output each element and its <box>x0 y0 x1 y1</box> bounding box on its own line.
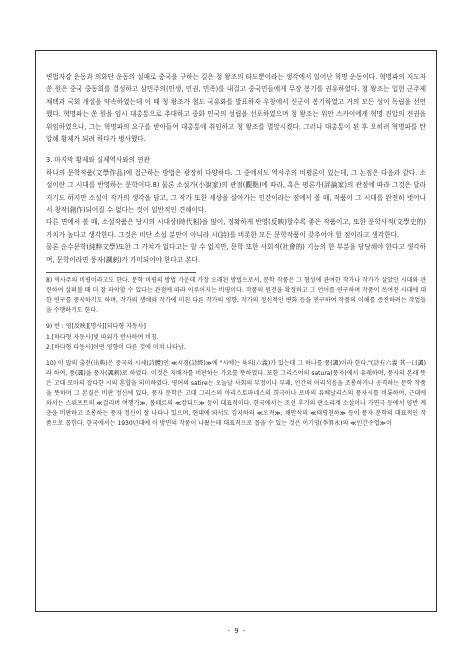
section-heading: 3. 마지막 황제와 실제역사와의 연관 <box>46 156 150 165</box>
body-paragraph-1: 변법자강 운동과 의화단 운동의 실패로 중국을 구하는 길은 청 왕조의 타도뿐이라는 생각에서 일어난 혁명 운동이다. 혁명파의 지도자 쑨 원은 중국 중동회를 결성하고 삼민주의(민생, 민권, 민족)를 내걸고 중국민들에게 무장 봉기를 권유하였다. 청 왕조는 입헌 군주제 채택과 국회 개설을 약속하였는데 이 때 청 왕조가 철도 국유화를 발표하자 우창에서 신군이 봉기하였고 거의 모든 성이 독립을 선언했다. 혁명파는 쑨 원을 임시 대총통으로 추대하고 중화 민국의 성립을 선포하였으며 청 왕조는 위안 스카이에게 혁명 진압의 전권을 위임하였으나, 그는 혁명파의 요구를 받아들여 대총통에 취임하고 청 왕조를 멸망시켰다. 그러나 대총통이 된 후 오히려 혁명파를 탄압해 황제가 되려 하다가 병사했다. <box>46 73 426 144</box>
page-number: - 9 - <box>227 627 247 635</box>
body-paragraph-2: 하나의 문학작품(文學作品)에 접근하는 방법은 광장히 다양하다. 그 중에서도 역사주의 비평론이 있는데, 그 논점은 다음과 같다. 소설이란 그 시대를 반영하는 문학이다.8) 물론 소설가(小說家)의 관점(觀點)에 따라, 혹은 평론가(評論家)의 관점에 따라 그것은 달라지기도 하지만 소설이 작가의 생각을 담고, 그 작가 또한 세상을 살아가는 인간이라는 점에서 볼 때, 작품이 그 시대를 완전히 벗어나서 창작(創作)되어질 수 없다는 것이 일반적인 견해이다. <box>46 168 426 215</box>
footnote-9-title: 9) 반 : 영[反映][명사][되다형 자동사] <box>46 323 146 331</box>
footnote-9-line-1: 1.[하다형 자동사]빛 따위가 반사하여 비침. <box>46 333 159 341</box>
body-paragraph-3: 다른 면에서 볼 때, 소설작품은 당시의 시대상(時代相)을 많이, 정확하게 반영(反映)할수록 좋은 작품이고, 또한 문학사적(文學史的) 가치가 높다고 생각한다. 그것은 비단 소설 분만이 아니라 시(詩)를 비롯한 모든 문학작품이 갖추어야 할 점이라고 생각한다. <box>46 218 426 239</box>
footnote-10: 10) 이 말의 출전(出典)은 중국의 시세(詩體)인 ≪시경(詩經)≫에 "시에는 육의(六義)가 있는데 그 하나를 풍(諷)이라 한다."(詩有六義 其一曰諷)라 하여, 풍(諷)을 풍자(諷刺)로 하였다. 이것은 지배자를 비판하는 가요를 뜻하였다. 또한 그리스어의 satura(풍자)에서 유래하며, 풍자의 본래 뜻은 고대 로마의 잡다한 시의 혼합을 의미하였다. 영어의 satire는 오늘날 사회의 부정이나 부패, 인간의 어리석음을 조롱하거나 공격하는 문학 작품을 뜻하며 그 본질은 비판 정신에 있다. 풍자 문학은 고대 그리스의 아리스토파네스의 희극이나 로마의 유베날리스의 풍자시를 비롯하여, 근대에 와서는 스위프트의 ≪걸리버 여행기≫, 볼테르의 ≪캉디드≫ 등이 대표적이다. 한국에서는 조선 후기의 판소리계 소설이나 가면극 등에서 양반 계층을 비판하고 조롱하는 풍자 정신이 잘 나타나 있으며, 현대에 와서도 김지하의 ≪오적≫, 채만식의 ≪태평천하≫ 등이 풍자 문학의 대표적인 작품으로 꼽힌다. 한국에서는 1930년대에 이 방면의 작품이 나왔는데 대표적으로 꼽을 수 있는 것은 이기영(李箕永)의 ≪인간수업≫이 <box>46 359 426 428</box>
footnote-8: 8) 역사주의 비평이라고도 한다. 문학 비평의 방법 가운데 가장 오래된 방법으로서, 문학 작품은 그 형성에 관여한 작가나 작가가 살았던 시대와 관련하여 살펴볼 때 더 잘 파악할 수 있다는 관점에 따라 이루어지는 비평이다. 작품의 원전을 확정하고 그 언어를 연구하며 작품이 쓰여진 시대에 대한 연구를 중시하기도 하며, 작가의 생애와 작가에 미친 다른 작가의 영향, 작가의 정신적인 변화 등을 연구하여 작품의 이해를 증진하려는 작업들을 수행하기도 한다. <box>46 277 426 315</box>
bordered-content-box <box>35 50 437 612</box>
footnote-9-line-2: 2.[하다형 타동사]어떤 영향이 다른 것에 미쳐 나타남. <box>46 343 186 351</box>
footnote-divider <box>46 272 196 273</box>
body-paragraph-4: 물론 순수문학(純粹文學)또한 그 가치가 없다고는 할 수 없지만, 문학 또한 사회적(社會的) 기능의 한 부분을 담당해야 한다고 생각하며, 문학이라면 풍자(諷刺)가 가미되어야 한다고 본다. <box>46 243 426 264</box>
